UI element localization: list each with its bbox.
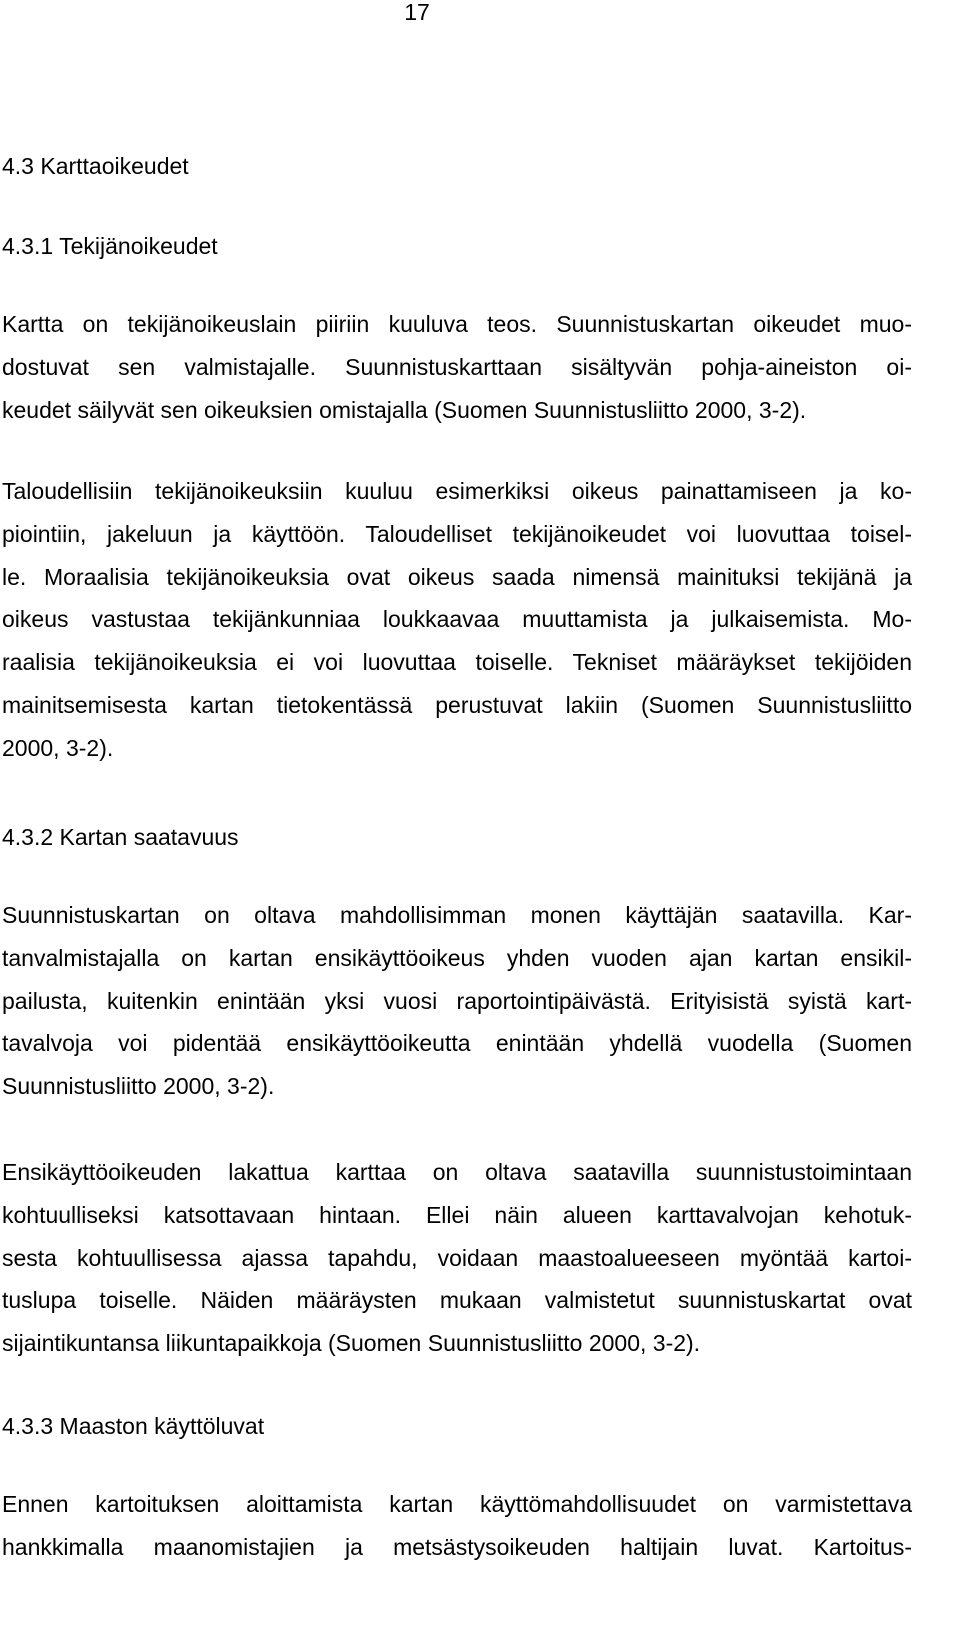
text-line: Taloudellisiin tekijänoikeuksiin kuuluu esimerkiksi oikeus painattamiseen ja ko- bbox=[2, 478, 912, 504]
text-line: oikeus vastustaa tekijänkunniaa loukkaavaa muuttamista ja julkaisemista. Mo- bbox=[2, 606, 912, 633]
paragraph-copyright-intro bbox=[2, 303, 912, 431]
text-line: sesta kohtuullisessa ajassa tapahdu, voidaan maastoalueeseen myöntää kartoi- bbox=[2, 1244, 912, 1271]
text-line: raalisia tekijänoikeuksia ei voi luovuttaa toiselle. Tekniset määräykset tekijöiden bbox=[2, 649, 912, 676]
text-line: hankkimalla maanomistajien ja metsästysoikeuden haltijain luvat. Kartoitus- bbox=[2, 1533, 912, 1560]
text-line: Suunnistusliitto 2000, 3-2). bbox=[2, 1073, 275, 1100]
paragraph-after-first-use-rights bbox=[2, 1151, 912, 1365]
text-line: dostuvat sen valmistajalle. Suunnistuskarttaan sisältyvän pohja-aineiston oi- bbox=[2, 353, 912, 380]
section-heading-4-3-1: 4.3.1 Tekijänoikeudet bbox=[2, 233, 218, 259]
text-line: Kartta on tekijänoikeuslain piiriin kuuluva teos. Suunnistuskartan oikeudet muo- bbox=[2, 311, 912, 337]
text-line: kohtuulliseksi katsottavaan hintaan. Ellei näin alueen karttavalvojan kehotuk- bbox=[2, 1201, 912, 1228]
text-line: pailusta, kuitenkin enintään yksi vuosi raportointipäivästä. Erityisistä syistä kart- bbox=[2, 987, 912, 1014]
text-line: sijaintikuntansa liikuntapaikkoja (Suomen Suunnistusliitto 2000, 3-2). bbox=[2, 1330, 701, 1357]
text-line: Ensikäyttöoikeuden lakattua karttaa on oltava saatavilla suunnistustoimintaan bbox=[2, 1159, 912, 1185]
text-line: piointiin, jakeluun ja käyttöön. Taloudelliset tekijänoikeudet voi luovuttaa toisel- bbox=[2, 520, 912, 547]
paragraph-terrain-permits bbox=[2, 1483, 912, 1569]
paragraph-economic-moral-rights bbox=[2, 470, 912, 770]
section-heading-4-3: 4.3 Karttaoikeudet bbox=[2, 153, 189, 179]
section-heading-4-3-2: 4.3.2 Kartan saatavuus bbox=[2, 824, 239, 850]
text-line: le. Moraalisia tekijänoikeuksia ovat oikeus saada nimensä mainituksi tekijänä ja bbox=[2, 563, 912, 590]
text-line: mainitsemisesta kartan tietokentässä perustuvat lakiin (Suomen Suunnistusliitto bbox=[2, 691, 912, 718]
text-line: Ennen kartoituksen aloittamista kartan käyttömahdollisuudet on varmistettava bbox=[2, 1491, 912, 1517]
text-line: Suunnistuskartan on oltava mahdollisimman monen käyttäjän saatavilla. Kar- bbox=[2, 902, 912, 928]
text-line: tanvalmistajalla on kartan ensikäyttöoikeus yhden vuoden ajan kartan ensikil- bbox=[2, 944, 912, 971]
page-number: 17 bbox=[404, 0, 430, 25]
section-heading-4-3-3: 4.3.3 Maaston käyttöluvat bbox=[2, 1413, 265, 1439]
text-line: tavalvoja voi pidentää ensikäyttöoikeutta enintään yhdellä vuodella (Suomen bbox=[2, 1030, 912, 1057]
text-line: tuslupa toiselle. Näiden määräysten mukaan valmistetut suunnistuskartat ovat bbox=[2, 1287, 912, 1314]
text-line: keudet säilyvät sen oikeuksien omistajalla (Suomen Suunnistusliitto 2000, 3-2). bbox=[2, 396, 807, 423]
text-line: 2000, 3-2). bbox=[2, 734, 114, 761]
paragraph-map-availability bbox=[2, 894, 912, 1108]
